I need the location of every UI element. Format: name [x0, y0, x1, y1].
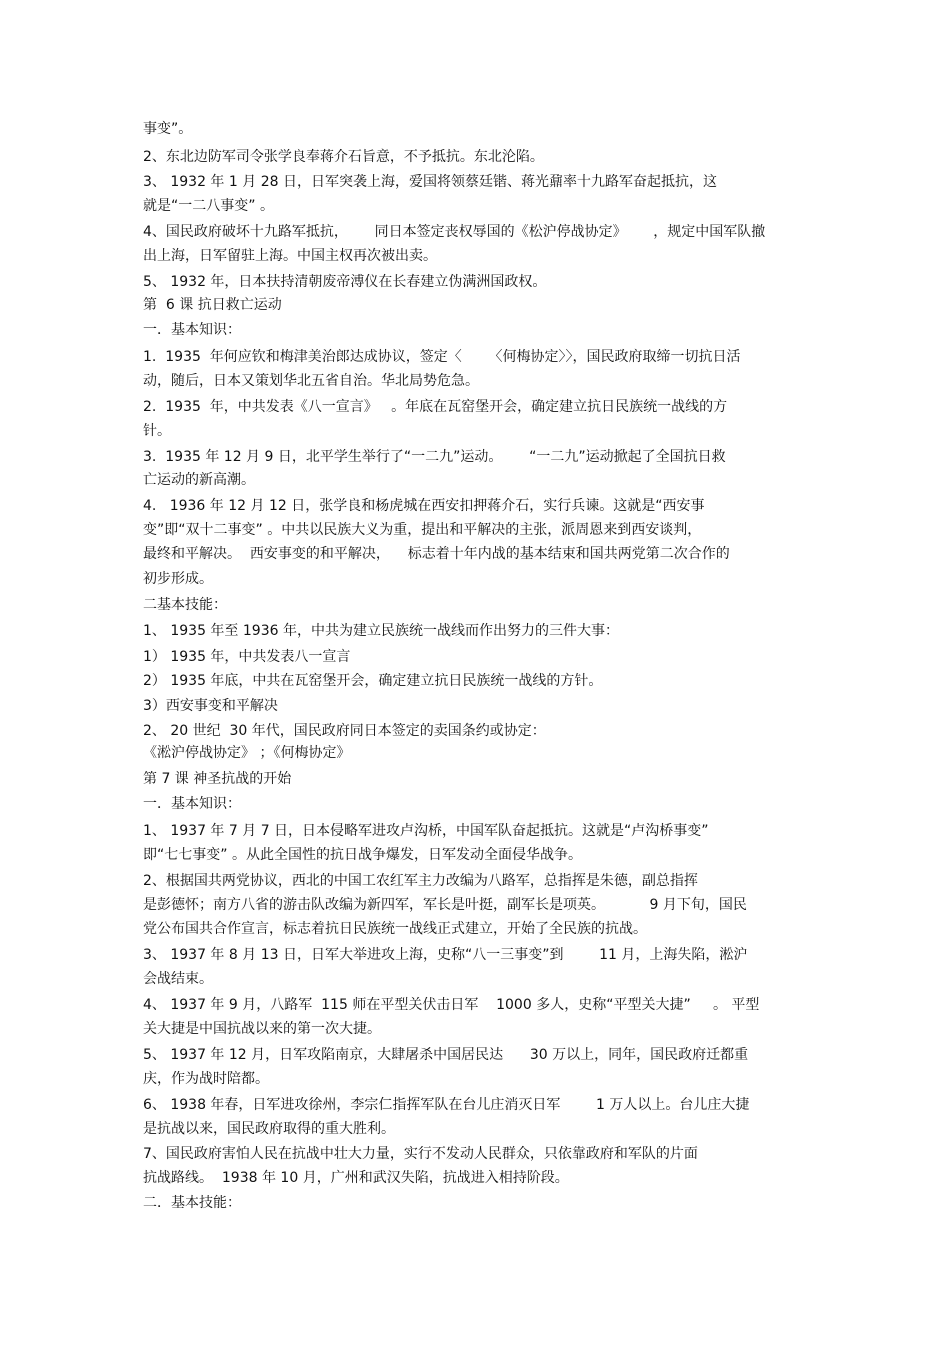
text-line: 3）西安事变和平解决 — [143, 698, 278, 714]
text-line: 2） 1935 年底，中共在瓦窑堡开会，确定建立抗日民族统一战线的方针。 — [143, 673, 603, 689]
text-line: 2、东北边防军司令张学良奉蒋介石旨意，不予抵抗。东北沦陷。 — [143, 149, 544, 165]
text-line: 2. 1935 年，中共发表《八一宣言》 。年底在瓦窑堡开会，确定建立抗日民族统一战线的方 — [143, 399, 728, 415]
text-line: 亡运动的新高潮。 — [143, 472, 255, 488]
text-line: 是抗战以来，国民政府取得的重大胜利。 — [143, 1121, 395, 1137]
text-line: 庆，作为战时陪都。 — [143, 1071, 269, 1087]
text-line: 即“七七事变” 。从此全国性的抗日战争爆发，日军发动全面侵华战争。 — [143, 847, 582, 863]
text-line: 出上海，日军留驻上海。中国主权再次被出卖。 — [143, 248, 437, 264]
section-heading: 一．基本知识： — [143, 796, 241, 812]
text-line: 事变”。 — [143, 121, 193, 137]
lesson-heading: 第 7 课 神圣抗战的开始 — [143, 771, 292, 787]
text-line: 变”即“双十二事变” 。中共以民族大义为重，提出和平解决的主张，派周恩来到西安谈判， — [143, 522, 702, 538]
text-line: 1） 1935 年，中共发表八一宣言 — [143, 649, 351, 665]
text-line: 关大捷是中国抗战以来的第一次大捷。 — [143, 1021, 381, 1037]
text-line: 1、 1935 年至 1936 年，中共为建立民族统一战线而作出努力的三件大事： — [143, 623, 619, 639]
text-line: 党公布国共合作宣言，标志着抗日民族统一战线正式建立，开始了全民族的抗战。 — [143, 921, 647, 937]
text-line: 最终和平解决。 西安事变的和平解决， 标志着十年内战的基本结束和国共两党第二次合作的 — [143, 546, 730, 562]
text-line: 会战结束。 — [143, 971, 213, 987]
text-line: 5、 1937 年 12 月，日军攻陷南京，大肆屠杀中国居民达 30 万以上，同年，国民政府迁都重 — [143, 1047, 749, 1063]
text-line: 3、 1937 年 8 月 13 日，日军大举进攻上海，史称“八一三事变”到 11 月，上海失陷，淞沪 — [143, 947, 748, 963]
text-line: 3、 1932 年 1 月 28 日，日军突袭上海，爱国将领蔡廷锴、蒋光鼐率十九路军奋起抵抗，这 — [143, 174, 717, 190]
text-line: 2、根据国共两党协议，西北的中国工农红军主力改编为八路军，总指挥是朱德，副总指挥 — [143, 873, 698, 889]
text-line: 2、 20 世纪 30 年代，国民政府同日本签定的卖国条约或协定： — [143, 723, 546, 739]
text-line: 抗战路线。 1938 年 10 月，广州和武汉失陷，抗战进入相持阶段。 — [143, 1170, 569, 1186]
text-line: 针。 — [143, 423, 171, 439]
text-line: 3. 1935 年 12 月 9 日，北平学生举行了“一二九”运动。 “一二九”运动掀起了全国抗日救 — [143, 449, 726, 465]
text-line: 动，随后，日本又策划华北五省自治。华北局势危急。 — [143, 373, 479, 389]
section-heading: 一．基本知识： — [143, 322, 241, 338]
section-heading: 二．基本技能： — [143, 1195, 241, 1211]
text-line: 1、 1937 年 7 月 7 日，日本侵略军进攻卢沟桥，中国军队奋起抵抗。这就是“卢沟桥事变” — [143, 823, 709, 839]
text-line: 7、国民政府害怕人民在抗战中壮大力量，实行不发动人民群众，只依靠政府和军队的片面 — [143, 1146, 698, 1162]
text-line: 4、国民政府破坏十九路军抵抗， 同日本签定丧权辱国的《松沪停战协定》 ，规定中国军队撤 — [143, 224, 766, 240]
text-line: 《淞沪停战协定》 ；《何梅协定》 — [143, 745, 351, 761]
text-line: 是彭德怀；南方八省的游击队改编为新四军，军长是叶挺，副军长是项英。 9 月下旬，国民 — [143, 897, 747, 913]
text-line: 就是“一二八事变” 。 — [143, 198, 274, 214]
text-line: 1. 1935 年何应钦和梅津美治郎达成协议，签定〈 〈何梅协定〉〉，国民政府取缔一切抗日活 — [143, 349, 741, 365]
text-line: 4、 1937 年 9 月，八路军 115 师在平型关伏击日军 1000 多人，史称“平型关大捷” 。 平型 — [143, 997, 760, 1013]
section-heading: 二基本技能： — [143, 597, 227, 613]
lesson-heading: 第 6 课 抗日救亡运动 — [143, 297, 282, 313]
text-line: 初步形成。 — [143, 571, 213, 587]
text-line: 6、 1938 年春，日军进攻徐州，李宗仁指挥军队在台儿庄消灭日军 1 万人以上。台儿庄大捷 — [143, 1097, 750, 1113]
text-line: 4. 1936 年 12 月 12 日，张学良和杨虎城在西安扣押蒋介石，实行兵谏。这就是“西安事 — [143, 498, 705, 514]
text-line: 5、 1932 年，日本扶持清朝废帝溥仪在长春建立伪满洲国政权。 — [143, 274, 547, 290]
